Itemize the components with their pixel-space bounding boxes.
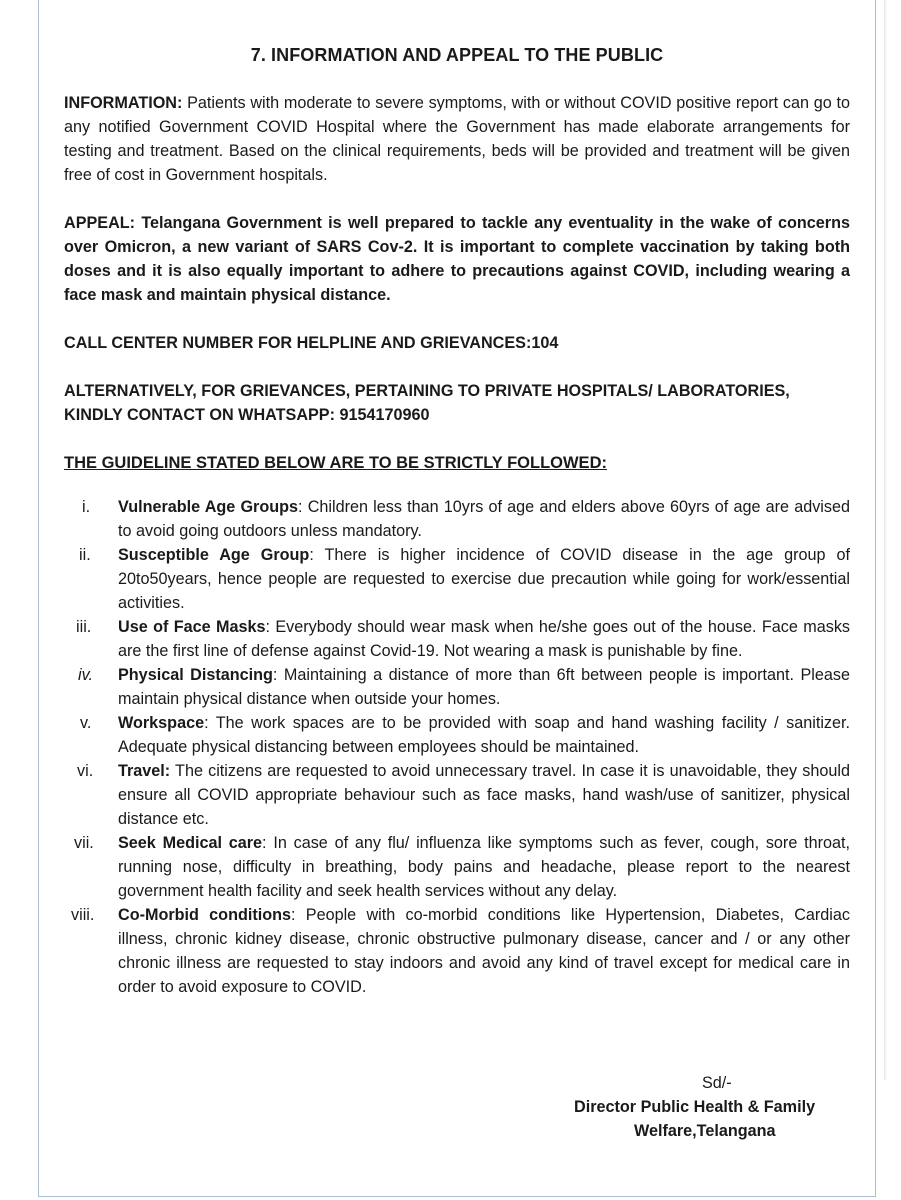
guideline-item — [64, 543, 850, 615]
guideline-body: : Everybody should wear mask when he/she goes out of the house. Face masks are the first line of defense against Covid-19. Not wearing a mask is punishable by fine. — [118, 618, 851, 660]
guideline-number — [64, 663, 118, 711]
guideline-number — [64, 759, 118, 831]
guideline-number — [64, 615, 118, 663]
whatsapp-contact-line: ALTERNATIVELY, FOR GRIEVANCES, PERTAINING TO PRIVATE HOSPITALS/ LABORATORIES, KINDLY CONTACT ON WHATSAPP: 9154170960 — [64, 382, 790, 424]
page-edge-shadow — [884, 0, 887, 1080]
guideline-text — [118, 495, 850, 543]
appeal-paragraph: APPEAL: Telangana Government is well prepared to tackle any eventuality in the wake of concerns over Omicron, a new variant of SARS Cov-2. It is important to complete vaccination by taking both doses and it is also equally important to adhere to precautions against COVID, including wearing a face mask and maintain physical distance. — [64, 214, 850, 304]
guideline-number-text: iv. — [78, 666, 93, 684]
guideline-text — [118, 543, 850, 615]
guideline-number — [64, 495, 118, 543]
guideline-text — [118, 903, 850, 999]
signature-title-line2: Welfare,Telangana — [634, 1122, 776, 1140]
information-label: INFORMATION: — [64, 94, 183, 112]
guideline-number-text: i. — [82, 498, 91, 516]
information-paragraph — [64, 91, 850, 187]
guideline-number — [64, 543, 118, 615]
guideline-text — [118, 615, 850, 663]
guideline-label: Vulnerable Age Groups — [118, 498, 299, 516]
guideline-text — [118, 711, 850, 759]
guideline-number-text: vi. — [77, 762, 94, 780]
guideline-item — [64, 663, 850, 711]
guideline-body: : There is higher incidence of COVID disease in the age group of 20to50years, hence people are requested to exercise due precaution while going for work/essential activities. — [118, 546, 850, 612]
guideline-body: : The work spaces are to be provided with soap and hand washing facility / sanitizer. Adequate physical distancing between employees should be maintained. — [118, 714, 850, 756]
guideline-number — [64, 831, 118, 903]
signature-block — [520, 1071, 880, 1143]
guideline-item — [64, 711, 850, 759]
guideline-item — [64, 495, 850, 543]
guideline-label: Seek Medical care — [118, 834, 263, 852]
guideline-number — [64, 711, 118, 759]
guideline-text — [118, 759, 850, 831]
guideline-number-text: ii. — [79, 546, 91, 564]
guideline-number — [64, 903, 118, 999]
guidelines-list — [64, 495, 850, 999]
guideline-item — [64, 759, 850, 831]
information-text: Patients with moderate to severe symptoms, with or without COVID positive report can go to any notified Government COVID Hospital where the Government has made elaborate arrangements for testing and treatment. Based on the clinical requirements, beds will be provided and treatment will be given free of cost in Government hospitals. — [64, 94, 850, 184]
guideline-label: Use of Face Masks — [118, 618, 266, 636]
guideline-number-text: vii. — [74, 834, 94, 852]
guideline-number-text: viii. — [71, 906, 95, 924]
guideline-body: The citizens are requested to avoid unnecessary travel. In case it is unavoidable, they should ensure all COVID appropriate behaviour such as face masks, hand wash/use of sanitizer, physical distance etc. — [118, 762, 850, 828]
guideline-label: Workspace — [118, 714, 205, 732]
guideline-body: : In case of any flu/ influenza like symptoms such as fever, cough, sore throat, running nose, difficulty in breathing, body pains and headache, please report to the nearest government health facility and seek health services without any delay. — [118, 834, 850, 900]
guideline-number-text: v. — [80, 714, 92, 732]
guideline-label: Physical Distancing — [118, 666, 273, 684]
document-body — [64, 43, 850, 999]
signature-title-line1: Director Public Health & Family — [574, 1098, 816, 1116]
guideline-heading: THE GUIDELINE STATED BELOW ARE TO BE STRICTLY FOLLOWED: — [64, 454, 607, 472]
guideline-number-text: iii. — [76, 618, 92, 636]
call-center-line: CALL CENTER NUMBER FOR HELPLINE AND GRIEVANCES:104 — [64, 334, 559, 352]
guideline-item — [64, 903, 850, 999]
guideline-body: : Maintaining a distance of more than 6ft between people is important. Please maintain physical distance when outside your homes. — [118, 666, 851, 708]
guideline-body: : People with co-morbid conditions like Hypertension, Diabetes, Cardiac illness, chronic kidney disease, chronic obstructive pulmonary disease, cancer and / or any other chronic illness are requested to stay indoors and avoid any kind of travel except for medical care in order to avoid exposure to COVID. — [118, 906, 850, 996]
guideline-item — [64, 615, 850, 663]
guideline-text — [118, 663, 850, 711]
guideline-label: Co-Morbid conditions — [118, 906, 292, 924]
guideline-text — [118, 831, 850, 903]
guideline-item — [64, 831, 850, 903]
section-title: 7. INFORMATION AND APPEAL TO THE PUBLIC — [250, 45, 664, 65]
guideline-body: : Children less than 10yrs of age and elders above 60yrs of age are advised to avoid going outdoors unless mandatory. — [118, 498, 850, 540]
guideline-label: Susceptible Age Group — [118, 546, 310, 564]
signature-sd: Sd/- — [702, 1074, 732, 1092]
guideline-label: Travel: — [118, 762, 171, 780]
